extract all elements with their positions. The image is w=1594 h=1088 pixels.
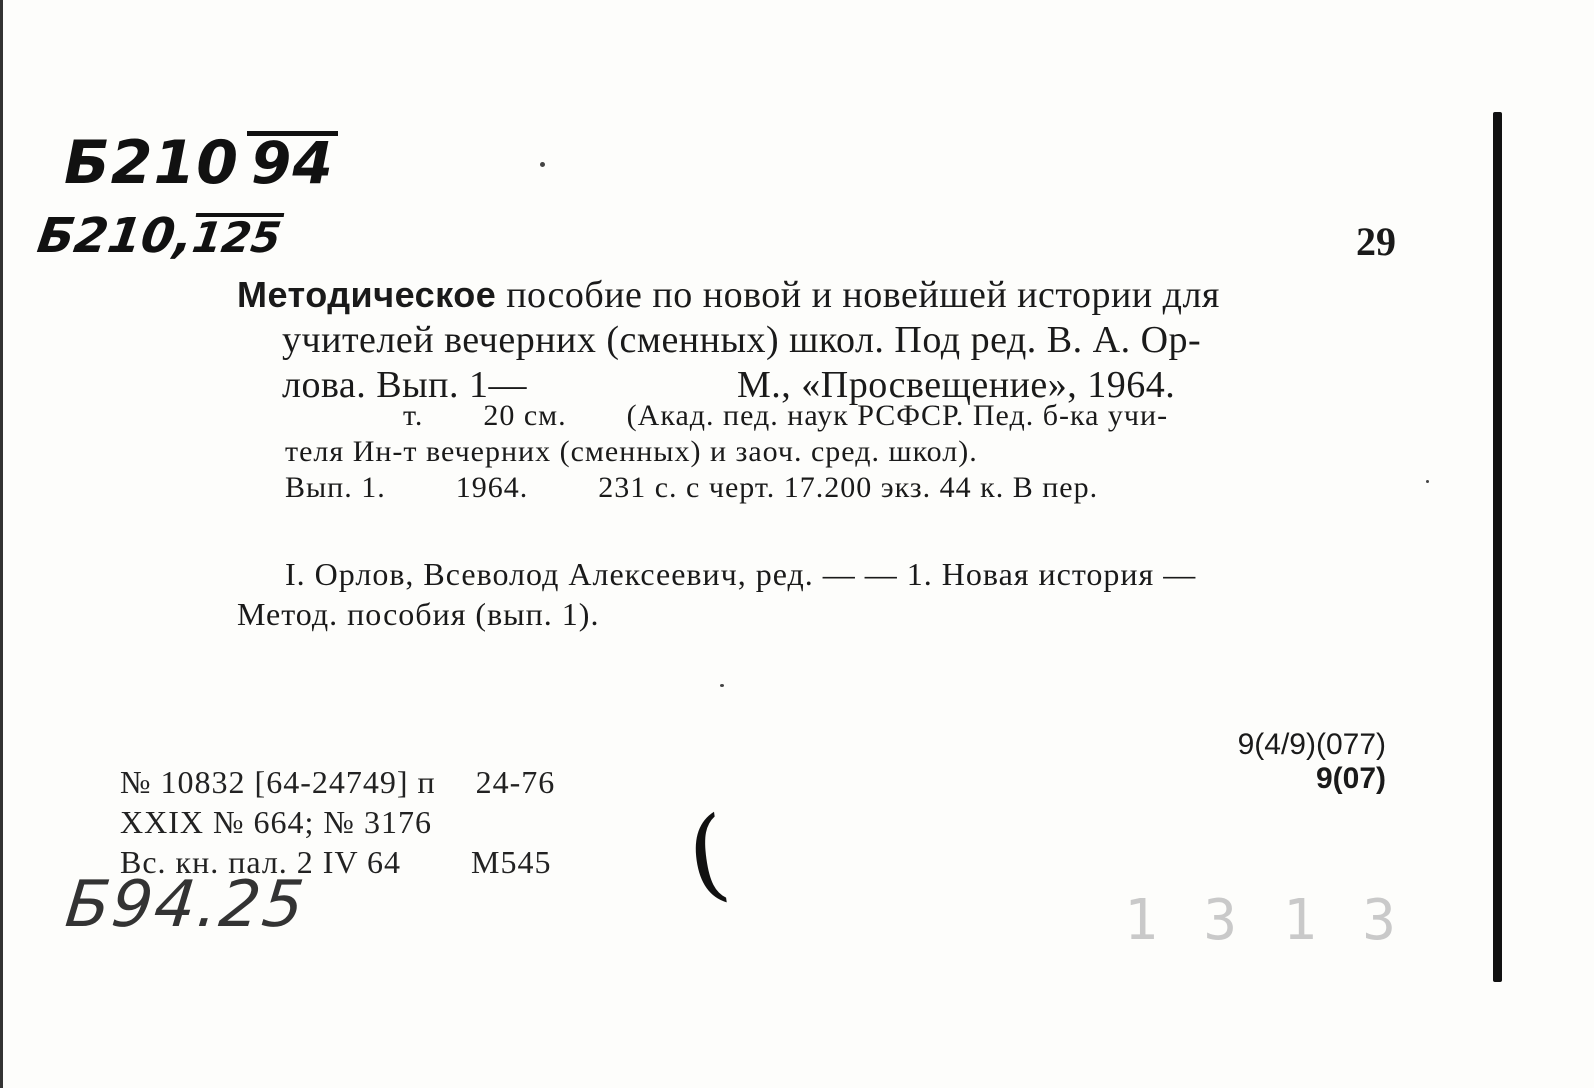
details-line-2: теля Ин-т вечерних (сменных) и заоч. сред. школ). bbox=[285, 435, 978, 468]
classification-line-1: 9(4/9)(077) bbox=[1237, 728, 1386, 761]
entries-line-2: Метод. пособия (вып. 1). bbox=[237, 596, 600, 632]
imprint-line-2: XXIX № 664; № 3176 bbox=[120, 804, 432, 840]
handwritten-shelfmark-2 bbox=[34, 208, 285, 264]
volume-label: Вып. 1. bbox=[285, 471, 386, 504]
title-lead-word: Методическое bbox=[237, 274, 497, 315]
added-entries bbox=[237, 554, 1196, 634]
title-line-1-rest: пособие по новой и новейшей истории для bbox=[506, 274, 1220, 316]
title-line-3-left: лова. Вып. 1— bbox=[282, 364, 527, 406]
title-line-1 bbox=[237, 272, 1417, 318]
shelfmark-2-prefix: Б210, bbox=[34, 208, 197, 264]
classification-index bbox=[1238, 728, 1386, 796]
title-block bbox=[237, 272, 1417, 408]
ink-speck bbox=[540, 162, 545, 167]
pagination-copies-price: 231 с. с черт. 17.200 экз. 44 к. В пер. bbox=[598, 471, 1099, 504]
details-line-1 bbox=[285, 398, 1168, 434]
imprint-m-code: М545 bbox=[470, 844, 552, 880]
shelfmark-2-fraction: 125 bbox=[189, 213, 284, 262]
title-line-2: учителей вечерних (сменных) школ. Под ред. В. А. Ор- bbox=[282, 319, 1202, 361]
entries-line-1: I. Орлов, Всеволод Алексеевич, ред. — — 1. Новая история — bbox=[285, 556, 1197, 592]
handwritten-shelfmark-1 bbox=[64, 128, 338, 198]
handwritten-parenthesis-mark: ( bbox=[680, 793, 735, 916]
handwritten-shelfmark-bottom: Б94.25 bbox=[62, 868, 310, 942]
volumes-abbrev: т. bbox=[403, 399, 424, 432]
imprint-line-1 bbox=[120, 762, 555, 802]
size-cm: 20 см. bbox=[483, 399, 567, 432]
shelfmark-1-prefix: Б210 bbox=[64, 128, 239, 198]
imprint-order-number: № 10832 [64-24749] п bbox=[120, 764, 436, 800]
imprint-code: 24-76 bbox=[475, 764, 556, 800]
classification-line-2: 9(07) bbox=[1315, 762, 1386, 795]
details-line-3 bbox=[285, 470, 1168, 506]
card-number: 29 bbox=[1356, 219, 1396, 264]
card-right-edge-bar bbox=[1493, 112, 1502, 982]
shelfmark-1-fraction: 94 bbox=[247, 131, 338, 191]
physical-description bbox=[285, 398, 1168, 506]
imprint-chamber: Вс. кн. пал. 2 IV 64 bbox=[120, 844, 401, 880]
publisher-imprint: М., «Просвещение», 1964. bbox=[736, 364, 1176, 406]
volume-year: 1964. bbox=[455, 471, 529, 504]
ink-speck bbox=[1426, 480, 1429, 483]
series-note: (Акад. пед. наук РСФСР. Пед. б-ка учи- bbox=[626, 399, 1169, 432]
printing-imprint bbox=[120, 762, 555, 882]
faded-stamp: 1 3 1 3 bbox=[1124, 888, 1403, 953]
ink-speck bbox=[720, 684, 724, 687]
card-left-edge bbox=[0, 0, 3, 1088]
